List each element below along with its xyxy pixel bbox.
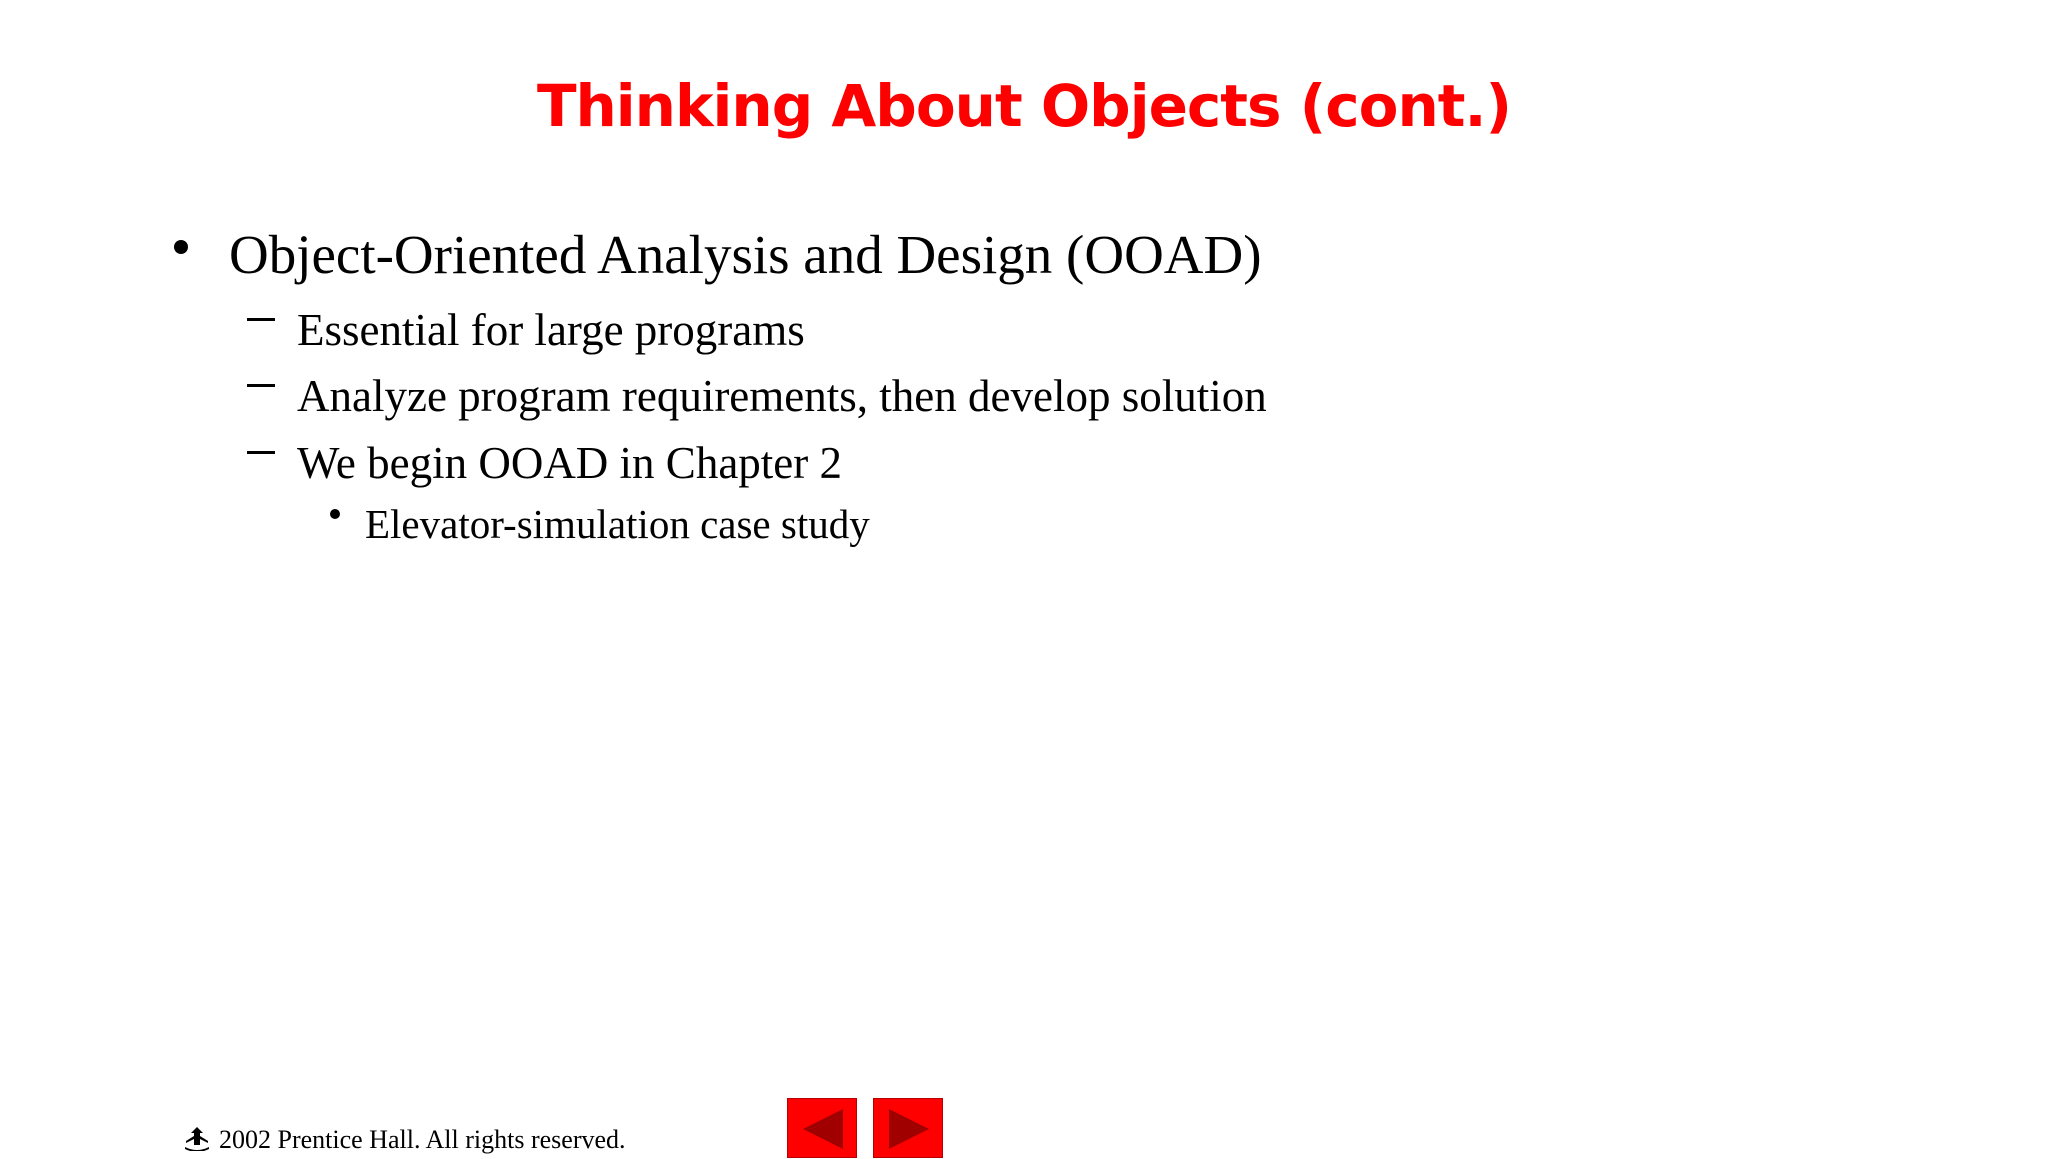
triangle-left-icon	[788, 1099, 858, 1159]
copyright-footer	[183, 1124, 626, 1156]
dash-marker-level-2	[247, 451, 275, 454]
dash-marker-level-2	[247, 318, 275, 321]
previous-slide-button[interactable]	[787, 1098, 857, 1158]
bullet-item-level-3: Elevator-simulation case study	[365, 501, 870, 547]
bullet-item-level-2: Analyze program requirements, then develop solution	[297, 371, 1267, 421]
prentice-hall-logo-icon	[183, 1127, 211, 1151]
bullet-marker-level-1	[174, 240, 188, 254]
slide-title: Thinking About Objects (cont.)	[536, 72, 1512, 140]
bullet-item-level-1: Object-Oriented Analysis and Design (OOAD)	[229, 224, 1262, 285]
copyright-text: 2002 Prentice Hall. All rights reserved.	[219, 1125, 626, 1154]
bullet-item-level-2: We begin OOAD in Chapter 2	[297, 438, 843, 488]
next-slide-button[interactable]	[873, 1098, 943, 1158]
bullet-item-level-2: Essential for large programs	[297, 305, 805, 355]
dash-marker-level-2	[247, 384, 275, 387]
triangle-right-icon	[874, 1099, 944, 1159]
bullet-marker-level-3	[330, 509, 340, 519]
